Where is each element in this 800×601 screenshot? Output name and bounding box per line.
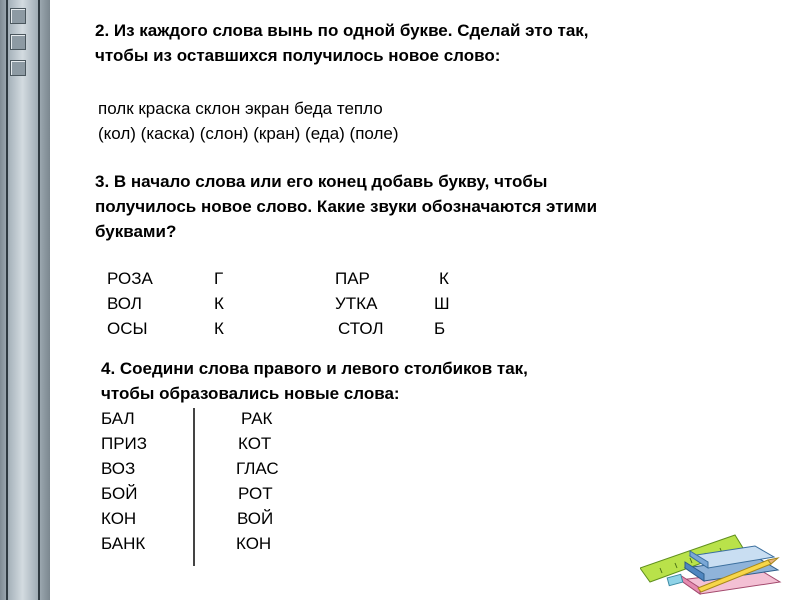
task3-letter: К xyxy=(214,319,224,338)
task3-word: СТОЛ xyxy=(338,319,384,338)
task2-heading-line1: 2. Из каждого слова вынь по одной букве. Сделай это так, xyxy=(95,21,589,40)
task2-words: полк краска склон экран беда тепло xyxy=(98,99,383,118)
task3-letter: К xyxy=(439,269,449,288)
left-column-word: ВОЗ xyxy=(101,459,136,478)
left-column-word: КОН xyxy=(101,509,137,528)
task2-heading-line2: чтобы из оставшихся получилось новое слово: xyxy=(95,46,501,65)
task3-word: ОСЫ xyxy=(107,319,148,338)
task3-letter: Б xyxy=(434,319,446,338)
task4-heading-line2: чтобы образовались новые слова: xyxy=(101,384,400,403)
task3-word: ВОЛ xyxy=(107,294,142,313)
strip-line xyxy=(38,0,40,600)
strip-square xyxy=(10,8,26,24)
column-divider xyxy=(193,408,195,566)
right-column-word: ГЛАС xyxy=(236,459,279,478)
task3-heading-line1: 3. В начало слова или его конец добавь букву, чтобы xyxy=(95,172,548,191)
books-and-ruler-icon xyxy=(640,530,790,601)
task2-answers: (кол) (каска) (слон) (кран) (еда) (поле) xyxy=(98,124,399,143)
strip-square xyxy=(10,34,26,50)
task3-word: УТКА xyxy=(335,294,378,313)
left-decorative-strip xyxy=(0,0,50,600)
right-column-word: КОН xyxy=(236,534,272,553)
task3-letter: К xyxy=(214,294,224,313)
left-column-word: БОЙ xyxy=(101,484,138,503)
task3-letter: Ш xyxy=(434,294,450,313)
task3-letter: Г xyxy=(214,269,224,288)
strip-line xyxy=(6,0,8,600)
task3-heading-line2: получилось новое слово. Какие звуки обозначаются этими xyxy=(95,197,598,216)
task3-word: ПАР xyxy=(335,269,370,288)
task3-word: РОЗА xyxy=(107,269,153,288)
right-column-word: РОТ xyxy=(238,484,273,503)
right-column-word: КОТ xyxy=(238,434,272,453)
right-column-word: ВОЙ xyxy=(237,509,274,528)
left-column-word: БАЛ xyxy=(101,409,135,428)
task3-heading-line3: буквами? xyxy=(95,222,177,241)
left-column-word: БАНК xyxy=(101,534,146,553)
right-column-word: РАК xyxy=(241,409,273,428)
left-column-word: ПРИЗ xyxy=(101,434,148,453)
task4-heading-line1: 4. Соедини слова правого и левого столбиков так, xyxy=(101,359,528,378)
strip-square xyxy=(10,60,26,76)
